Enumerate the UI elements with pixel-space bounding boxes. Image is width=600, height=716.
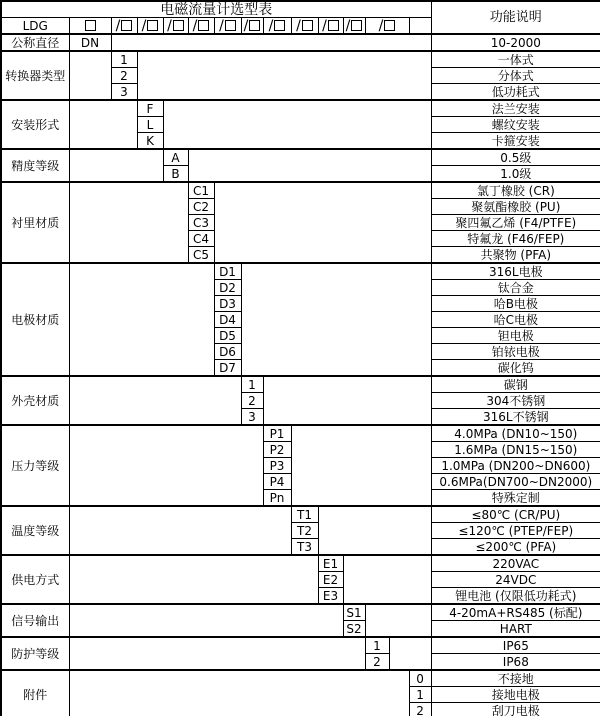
option-code: C4 xyxy=(188,231,214,247)
option-desc: 聚四氟乙烯 (F4/PTFE) xyxy=(431,215,600,231)
empty-cell xyxy=(291,425,431,506)
section-label: 转换器类型 xyxy=(1,51,69,100)
option-code: S1 xyxy=(343,604,365,621)
slash-icon: / xyxy=(192,17,198,34)
code-box-icon xyxy=(274,20,285,31)
model-code-slot xyxy=(365,18,409,35)
slash-icon: / xyxy=(115,17,121,34)
option-desc: 304不锈钢 xyxy=(431,393,600,409)
empty-cell xyxy=(69,506,291,555)
header-row xyxy=(1,1,600,18)
option-code: 1 xyxy=(111,51,137,68)
option-desc: 碳化钨 xyxy=(431,360,600,377)
option-code: S2 xyxy=(343,621,365,638)
option-desc: 刮刀电极 xyxy=(431,703,600,716)
empty-cell xyxy=(318,506,431,555)
model-code-slot xyxy=(137,18,163,35)
option-code: 3 xyxy=(241,409,263,426)
slash-icon: / xyxy=(167,17,172,34)
empty-cell xyxy=(69,670,409,716)
option-desc: 0.6MPa(DN700~DN2000) xyxy=(431,474,600,490)
empty-cell xyxy=(263,376,431,425)
option-desc: 4-20mA+RS485 (标配) xyxy=(431,604,600,621)
section-label: 供电方式 xyxy=(1,555,69,604)
option-code: K xyxy=(137,133,163,150)
option-code: 2 xyxy=(241,393,263,409)
code-box-icon xyxy=(225,20,236,31)
option-code: Pn xyxy=(263,490,291,507)
option-code: T1 xyxy=(291,506,318,523)
table-title: 电磁流量计选型表 xyxy=(1,1,431,18)
model-code-slot xyxy=(214,18,241,35)
code-box-icon xyxy=(85,20,96,31)
option-code: P1 xyxy=(263,425,291,442)
option-desc: 1.0级 xyxy=(431,166,600,183)
option-desc: 锂电池 (仅限低功耗式) xyxy=(431,588,600,605)
empty-cell xyxy=(241,263,431,376)
section-label: 精度等级 xyxy=(1,149,69,182)
option-desc: HART xyxy=(431,621,600,638)
option-desc: 24VDC xyxy=(431,572,600,588)
option-desc: 钽电极 xyxy=(431,328,600,344)
option-code: C1 xyxy=(188,182,214,199)
empty-cell xyxy=(214,182,431,263)
option-code: 1 xyxy=(241,376,263,393)
option-code: D4 xyxy=(214,312,241,328)
code-box-icon xyxy=(121,20,132,31)
empty-cell xyxy=(69,637,365,670)
option-desc: 一体式 xyxy=(431,51,600,68)
option-code: 2 xyxy=(409,703,431,716)
empty-cell xyxy=(69,263,214,376)
option-code: E2 xyxy=(318,572,343,588)
option-code: P2 xyxy=(263,442,291,458)
code-box-icon xyxy=(302,20,313,31)
code-box-icon xyxy=(173,20,184,31)
option-desc: 4.0MPa (DN10~150) xyxy=(431,425,600,442)
model-prefix: LDG xyxy=(1,18,69,35)
code-box-icon xyxy=(384,20,395,31)
empty-cell xyxy=(343,555,431,604)
empty-cell xyxy=(69,100,137,149)
section-label: 公称直径 xyxy=(1,34,69,51)
option-desc: 接地电极 xyxy=(431,687,600,703)
model-code-slot xyxy=(343,18,365,35)
option-desc: 钛合金 xyxy=(431,280,600,296)
slash-icon: / xyxy=(345,17,351,34)
model-code-slot xyxy=(188,18,214,35)
empty-cell xyxy=(137,51,431,100)
option-code: A xyxy=(163,149,188,166)
option-desc: ≤200℃ (PFA) xyxy=(431,539,600,556)
section-label: 压力等级 xyxy=(1,425,69,506)
option-code: 2 xyxy=(111,68,137,84)
option-code: D7 xyxy=(214,360,241,377)
option-desc: 特殊定制 xyxy=(431,490,600,507)
section-label: 衬里材质 xyxy=(1,182,69,263)
option-desc: 分体式 xyxy=(431,68,600,84)
option-code: C5 xyxy=(188,247,214,264)
code-box-icon xyxy=(249,20,260,31)
option-desc: 0.5级 xyxy=(431,149,600,166)
option-code: T2 xyxy=(291,523,318,539)
option-code: 1 xyxy=(365,637,389,654)
section-label: 温度等级 xyxy=(1,506,69,555)
empty-cell xyxy=(69,604,343,637)
empty-cell xyxy=(69,555,318,604)
empty-cell xyxy=(69,149,163,182)
section-label: 信号输出 xyxy=(1,604,69,637)
slash-icon: / xyxy=(141,17,147,34)
option-desc: 共聚物 (PFA) xyxy=(431,247,600,264)
option-code: D2 xyxy=(214,280,241,296)
model-code-slot xyxy=(318,18,343,35)
code-box-icon xyxy=(147,20,158,31)
option-code: 3 xyxy=(111,84,137,101)
model-code-slot xyxy=(291,18,318,35)
option-code: B xyxy=(163,166,188,183)
empty-cell xyxy=(389,637,431,670)
option-code: E1 xyxy=(318,555,343,572)
option-code: 0 xyxy=(409,670,431,687)
option-desc: 低功耗式 xyxy=(431,84,600,101)
model-code-slot xyxy=(111,18,137,35)
slash-icon: / xyxy=(296,17,301,34)
option-desc: 铂铱电极 xyxy=(431,344,600,360)
option-code: DN xyxy=(69,34,111,51)
slash-icon: / xyxy=(219,17,224,34)
empty-cell xyxy=(69,425,263,506)
code-box-icon xyxy=(351,20,362,31)
empty-cell xyxy=(111,34,431,51)
option-desc: 哈C电极 xyxy=(431,312,600,328)
model-code-slot xyxy=(241,18,263,35)
option-desc: 不接地 xyxy=(431,670,600,687)
empty-cell xyxy=(69,182,188,263)
option-desc: 卡箍安装 xyxy=(431,133,600,150)
option-desc: ≤120℃ (PTEP/FEP) xyxy=(431,523,600,539)
slash-icon: / xyxy=(322,17,327,34)
option-code: P3 xyxy=(263,458,291,474)
option-desc: 法兰安装 xyxy=(431,100,600,117)
option-desc: 220VAC xyxy=(431,555,600,572)
empty-cell xyxy=(365,604,431,637)
option-code: 2 xyxy=(365,654,389,671)
option-desc: 1.0MPa (DN200~DN600) xyxy=(431,458,600,474)
option-code: D5 xyxy=(214,328,241,344)
model-code-slot xyxy=(263,18,291,35)
code-box-icon xyxy=(328,20,339,31)
option-desc: 316L电极 xyxy=(431,263,600,280)
option-code: D1 xyxy=(214,263,241,280)
code-box-icon xyxy=(198,20,209,31)
option-code: D3 xyxy=(214,296,241,312)
option-desc: ≤80℃ (CR/PU) xyxy=(431,506,600,523)
slash-icon: / xyxy=(243,17,249,34)
option-code: F xyxy=(137,100,163,117)
section-label: 附件 xyxy=(1,670,69,716)
slash-icon: / xyxy=(268,17,274,34)
empty-cell xyxy=(188,149,431,182)
empty-cell xyxy=(163,100,431,149)
option-code: T3 xyxy=(291,539,318,556)
option-desc: 10-2000 xyxy=(431,34,600,51)
option-code: C3 xyxy=(188,215,214,231)
option-desc: 螺纹安装 xyxy=(431,117,600,133)
option-desc: 氯丁橡胶 (CR) xyxy=(431,182,600,199)
diameter-row xyxy=(1,34,600,51)
section-label: 防护等级 xyxy=(1,637,69,670)
empty-cell xyxy=(69,51,111,100)
function-column-header: 功能说明 xyxy=(431,1,600,34)
option-code: D6 xyxy=(214,344,241,360)
section-label: 外壳材质 xyxy=(1,376,69,425)
empty-cell xyxy=(69,376,241,425)
option-code: P4 xyxy=(263,474,291,490)
option-desc: 聚氨酯橡胶 (PU) xyxy=(431,199,600,215)
section-label: 电极材质 xyxy=(1,263,69,376)
option-code: C2 xyxy=(188,199,214,215)
model-code-slot xyxy=(163,18,188,35)
option-desc: 哈B电极 xyxy=(431,296,600,312)
option-desc: 特氟龙 (F46/FEP) xyxy=(431,231,600,247)
option-desc: 1.6MPa (DN15~150) xyxy=(431,442,600,458)
option-desc: 316L不锈钢 xyxy=(431,409,600,426)
option-desc: IP65 xyxy=(431,637,600,654)
slash-icon: / xyxy=(378,17,384,34)
option-desc: IP68 xyxy=(431,654,600,671)
option-code: L xyxy=(137,117,163,133)
option-code: E3 xyxy=(318,588,343,605)
model-code-slot xyxy=(69,18,111,35)
section-label: 安装形式 xyxy=(1,100,69,149)
option-code: 1 xyxy=(409,687,431,703)
option-desc: 碳钢 xyxy=(431,376,600,393)
